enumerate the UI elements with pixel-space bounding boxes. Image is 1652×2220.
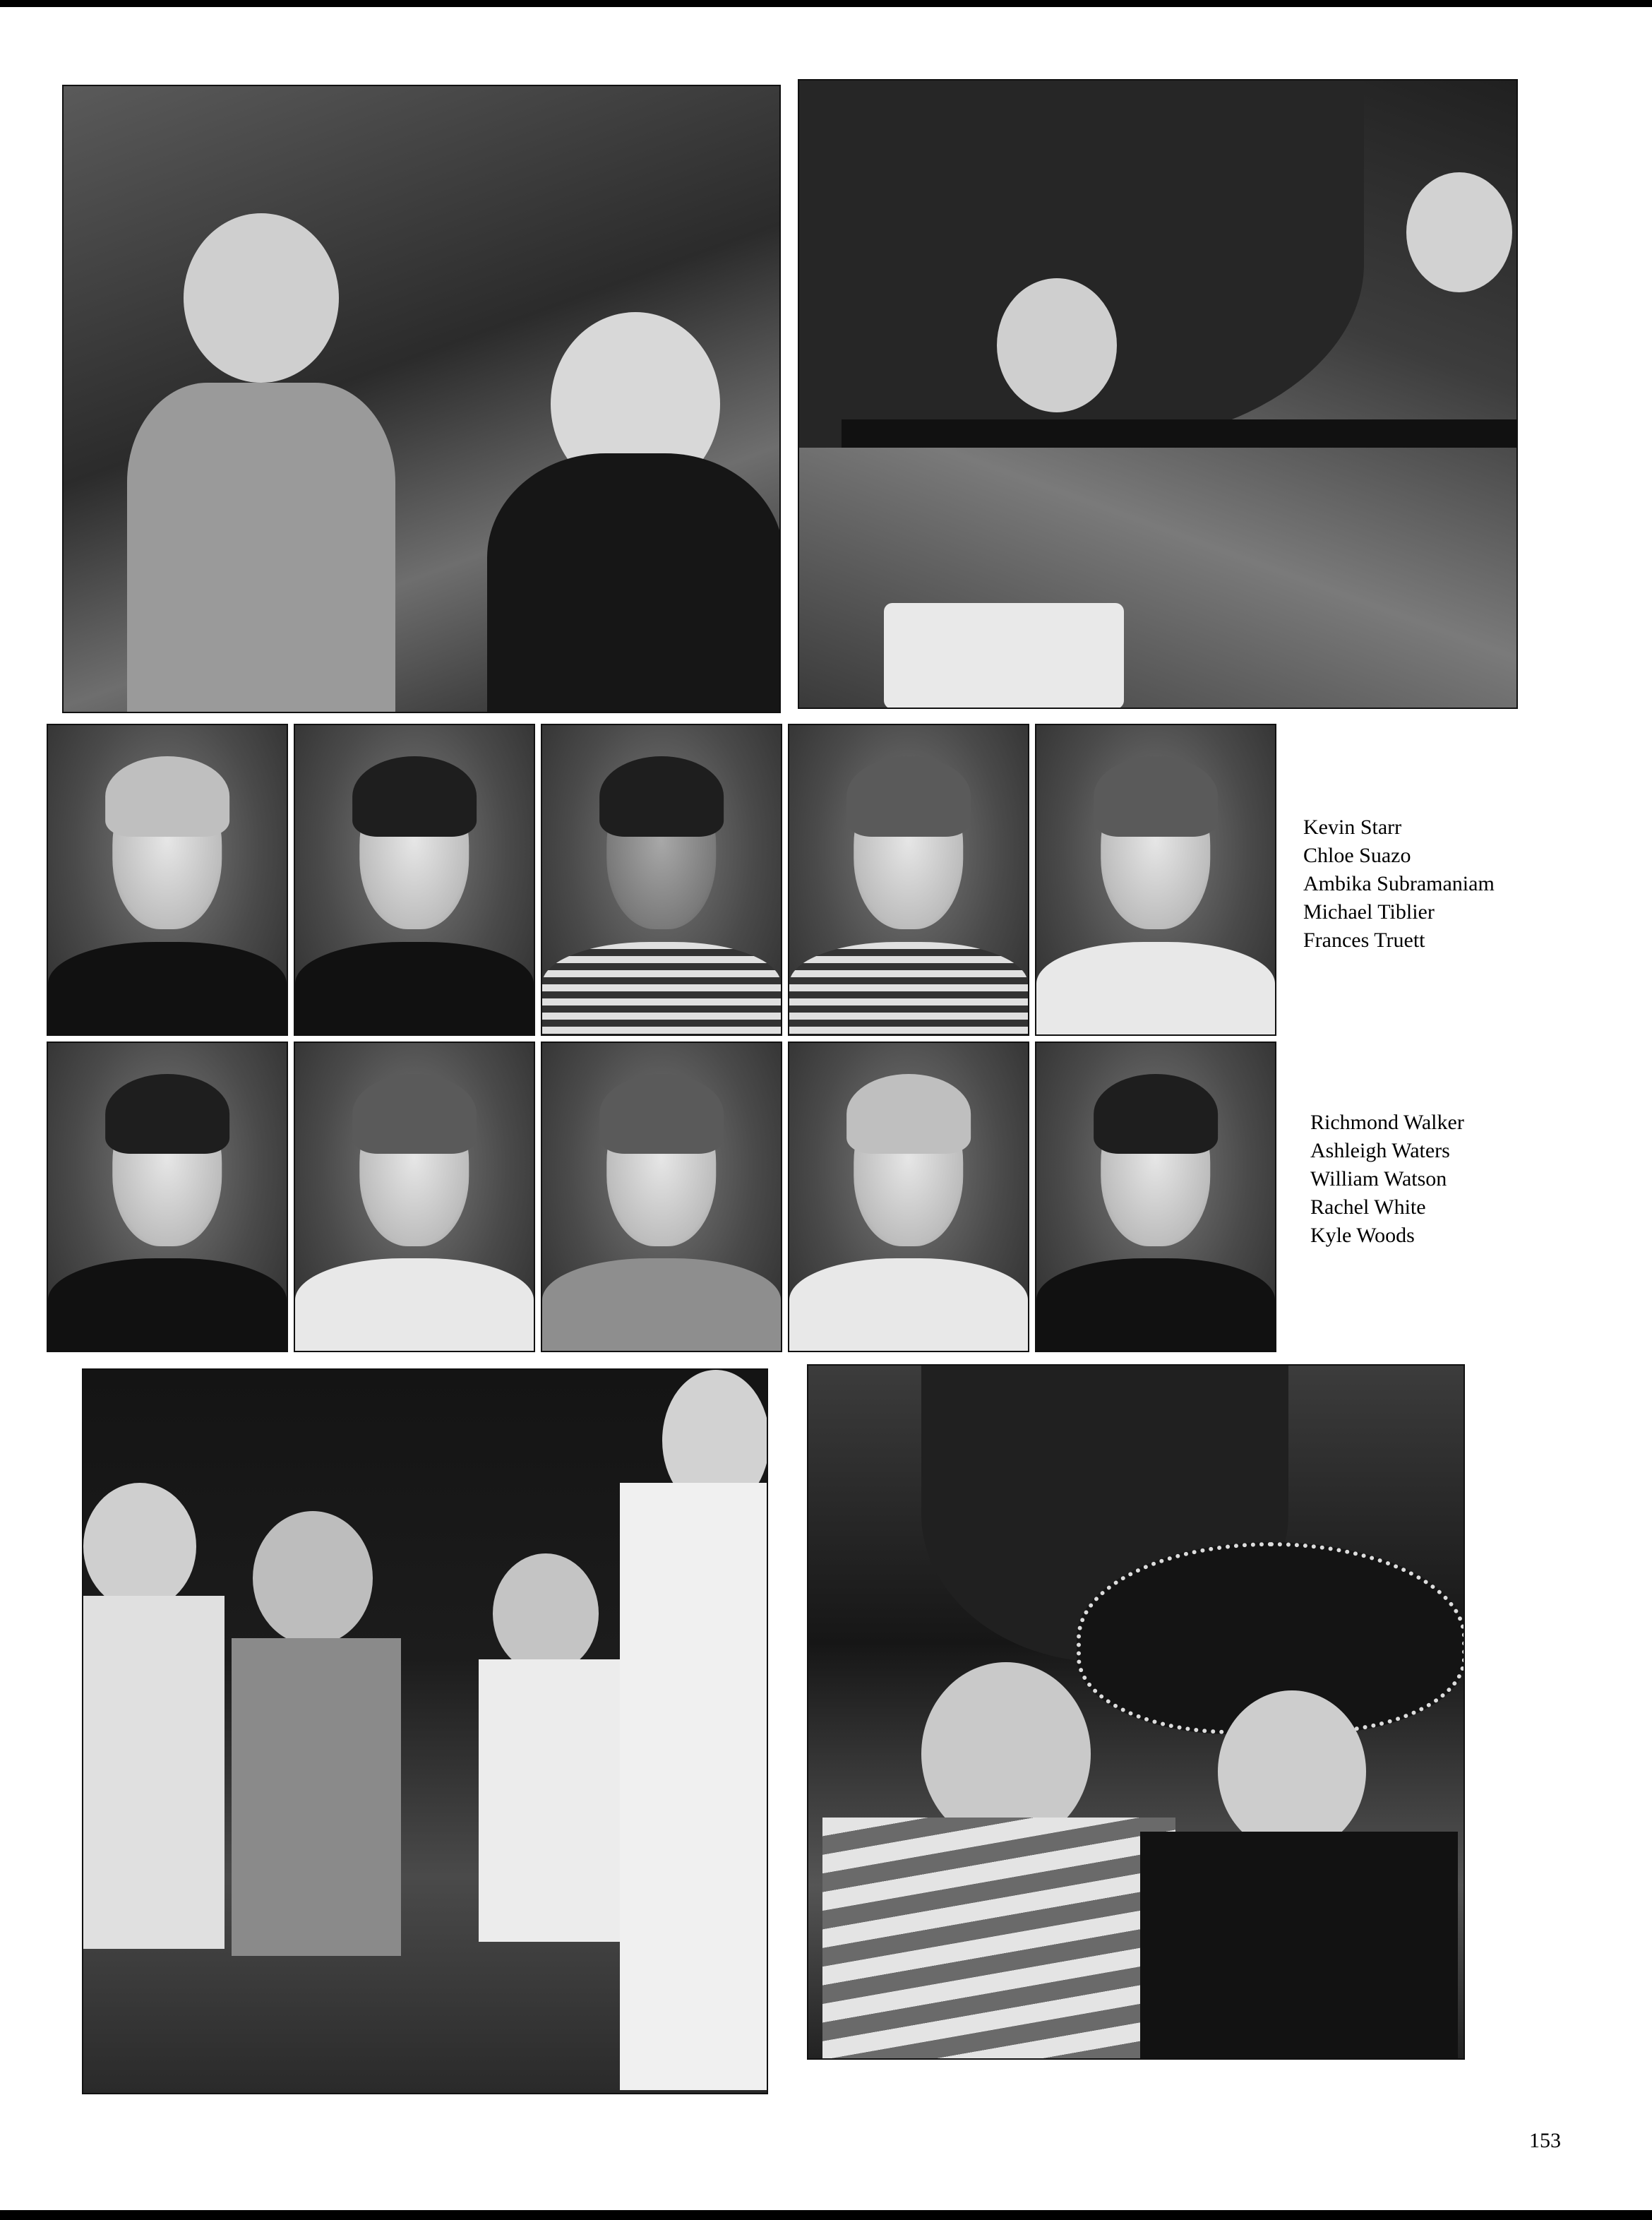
page-number: 153 bbox=[1529, 2129, 1561, 2152]
portrait-kyle-woods bbox=[1035, 1042, 1276, 1352]
two-boys-picnic-photo bbox=[62, 85, 781, 713]
sombrero-photo bbox=[807, 1364, 1465, 2060]
portrait-frances-truett bbox=[1035, 724, 1276, 1036]
portrait-name: Frances Truett bbox=[1303, 929, 1425, 952]
portrait-name: Rachel White bbox=[1310, 1195, 1426, 1219]
girls-picnic-table-photo bbox=[798, 79, 1518, 709]
portrait-william-watson bbox=[541, 1042, 782, 1352]
portrait-name: Michael Tiblier bbox=[1303, 900, 1435, 924]
portrait-richmond-walker bbox=[47, 1042, 288, 1352]
portrait-name: Kevin Starr bbox=[1303, 816, 1402, 839]
portrait-rachel-white bbox=[788, 1042, 1029, 1352]
portrait-chloe-suazo bbox=[294, 724, 535, 1036]
portrait-names-row2 bbox=[1310, 1109, 1464, 1250]
page-top-border bbox=[0, 0, 1652, 7]
portrait-names-row1 bbox=[1303, 813, 1495, 955]
portrait-name: Chloe Suazo bbox=[1303, 844, 1411, 867]
blessing-photo bbox=[82, 1368, 768, 2094]
portrait-name: Ambika Subramaniam bbox=[1303, 872, 1495, 895]
portrait-name: Kyle Woods bbox=[1310, 1224, 1415, 1247]
page-bottom-border bbox=[0, 2210, 1652, 2220]
portrait-michael-tiblier bbox=[788, 724, 1029, 1036]
portrait-name: William Watson bbox=[1310, 1167, 1447, 1190]
portrait-ambika-subramaniam bbox=[541, 724, 782, 1036]
portrait-ashleigh-waters bbox=[294, 1042, 535, 1352]
portrait-kevin-starr bbox=[47, 724, 288, 1036]
portrait-name: Richmond Walker bbox=[1310, 1111, 1464, 1134]
portrait-name: Ashleigh Waters bbox=[1310, 1139, 1450, 1162]
